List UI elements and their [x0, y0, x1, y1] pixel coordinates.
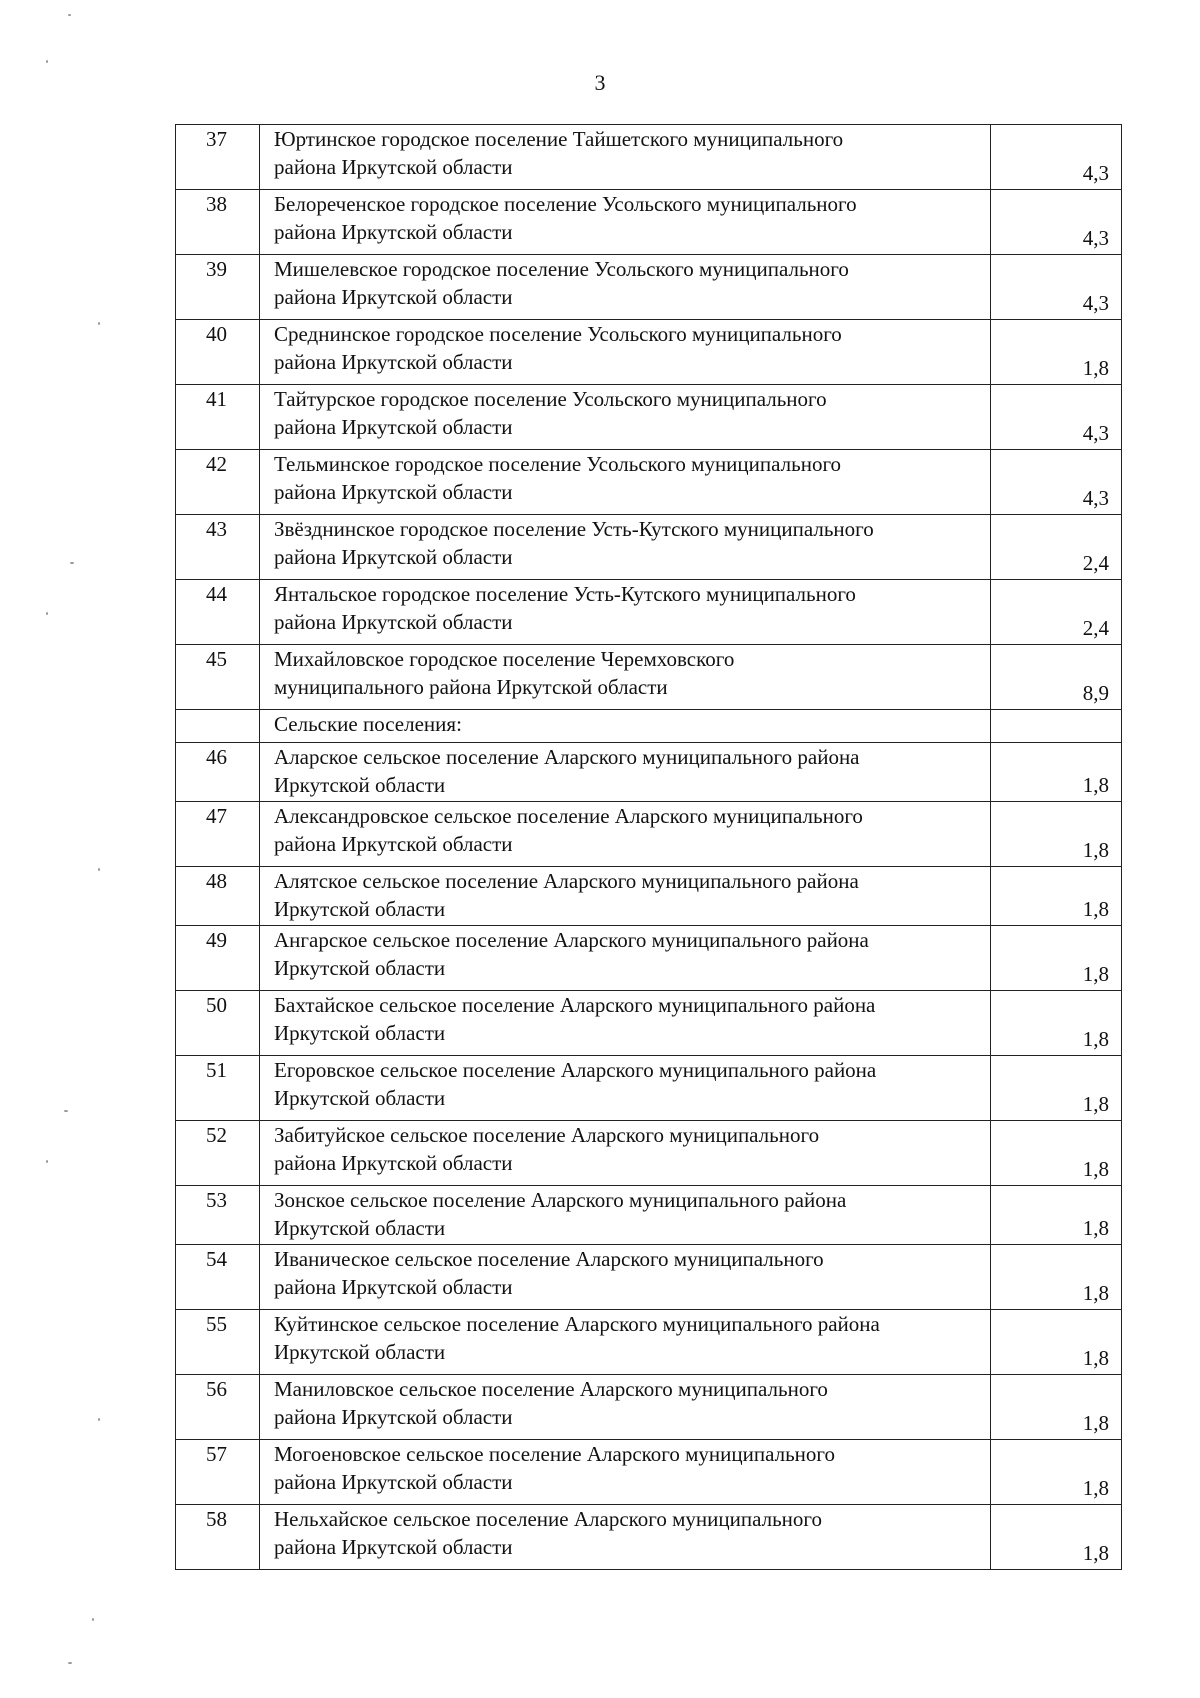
settlement-name-line: Сельские поселения: — [274, 712, 462, 736]
table-row — [176, 515, 1122, 580]
settlement-name-line: Иркутской области — [274, 1216, 446, 1240]
settlement-name-line: Александровское сельское поселение Аларского муниципального — [274, 804, 863, 828]
table-row — [176, 1310, 1122, 1375]
row-number: 38 — [176, 190, 260, 255]
settlement-name-line: Среднинское городское поселение Усольского муниципального — [274, 322, 842, 346]
row-value: 1,8 — [991, 1056, 1122, 1121]
row-number: 40 — [176, 320, 260, 385]
row-number: 37 — [176, 125, 260, 190]
row-value: 1,8 — [991, 1121, 1122, 1186]
row-value: 4,3 — [991, 385, 1122, 450]
row-number: 39 — [176, 255, 260, 320]
row-value: 1,8 — [991, 1375, 1122, 1440]
row-number: 47 — [176, 802, 260, 867]
table-row — [176, 190, 1122, 255]
table-row — [176, 1056, 1122, 1121]
row-number: 46 — [176, 743, 260, 802]
settlement-name-line: Михайловское городское поселение Черемховского — [274, 647, 735, 671]
settlement-name-line: Мишелевское городское поселение Усольского муниципального — [274, 257, 849, 281]
row-value: 1,8 — [991, 1186, 1122, 1245]
table-row — [176, 255, 1122, 320]
scan-speck — [98, 868, 100, 871]
row-number: 48 — [176, 867, 260, 926]
row-number: 55 — [176, 1310, 260, 1375]
row-value: 1,8 — [991, 991, 1122, 1056]
row-value: 4,3 — [991, 125, 1122, 190]
table-row — [176, 743, 1122, 802]
settlement-name-line: района Иркутской области — [274, 1470, 513, 1494]
settlement-name — [260, 645, 991, 710]
settlement-name-line: Иркутской области — [274, 1340, 446, 1364]
settlement-name — [260, 1375, 991, 1440]
settlement-name-line: Звёзднинское городское поселение Усть-Кутского муниципального — [274, 517, 874, 541]
settlements-table — [175, 124, 1122, 1570]
row-number: 41 — [176, 385, 260, 450]
settlement-name — [260, 743, 991, 802]
row-value: 2,4 — [991, 580, 1122, 645]
row-value — [991, 710, 1122, 743]
settlement-name-line: Бахтайское сельское поселение Аларского муниципального района — [274, 993, 876, 1017]
scan-speck — [98, 322, 100, 325]
row-value: 4,3 — [991, 450, 1122, 515]
table-row — [176, 1186, 1122, 1245]
settlement-name — [260, 1440, 991, 1505]
row-number: 43 — [176, 515, 260, 580]
row-number: 51 — [176, 1056, 260, 1121]
settlement-name-line: района Иркутской области — [274, 415, 513, 439]
settlement-name-line: района Иркутской области — [274, 350, 513, 374]
table-row — [176, 450, 1122, 515]
settlement-name — [260, 1186, 991, 1245]
settlement-name-line: района Иркутской области — [274, 1535, 513, 1559]
settlement-name-line: района Иркутской области — [274, 832, 513, 856]
table-row — [176, 1440, 1122, 1505]
settlement-name-line: Алятское сельское поселение Аларского муниципального района — [274, 869, 859, 893]
row-number: 50 — [176, 991, 260, 1056]
page-number: 3 — [594, 70, 606, 95]
scan-speck — [68, 14, 71, 16]
settlement-name-line: Егоровское сельское поселение Аларского муниципального района — [274, 1058, 877, 1082]
settlement-name-line: района Иркутской области — [274, 480, 513, 504]
row-number: 53 — [176, 1186, 260, 1245]
row-number: 56 — [176, 1375, 260, 1440]
row-value: 1,8 — [991, 1505, 1122, 1570]
row-number: 45 — [176, 645, 260, 710]
settlement-name — [260, 802, 991, 867]
table-row — [176, 385, 1122, 450]
row-number: 57 — [176, 1440, 260, 1505]
row-number: 42 — [176, 450, 260, 515]
settlement-name-line: Иркутской области — [274, 1021, 446, 1045]
settlement-name-line: Аларское сельское поселение Аларского муниципального района — [274, 745, 860, 769]
table-row — [176, 926, 1122, 991]
row-value: 1,8 — [991, 320, 1122, 385]
settlement-name-line: Ангарское сельское поселение Аларского муниципального района — [274, 928, 869, 952]
settlement-name-line: Иркутской области — [274, 1086, 446, 1110]
settlement-name-line: Иваническое сельское поселение Аларского муниципального — [274, 1247, 824, 1271]
settlement-name — [260, 515, 991, 580]
settlement-name-line: Юртинское городское поселение Тайшетского муниципального — [274, 127, 844, 151]
settlement-name-line: Зонское сельское поселение Аларского муниципального района — [274, 1188, 847, 1212]
settlement-name — [260, 991, 991, 1056]
table-row — [176, 802, 1122, 867]
settlement-name — [260, 867, 991, 926]
scan-speck — [46, 612, 48, 615]
scan-speck — [70, 562, 74, 564]
table-row — [176, 645, 1122, 710]
settlement-name — [260, 255, 991, 320]
table-row — [176, 1245, 1122, 1310]
table-row — [176, 991, 1122, 1056]
settlement-name-line: Маниловское сельское поселение Аларского муниципального — [274, 1377, 828, 1401]
settlement-name-line: района Иркутской области — [274, 1151, 513, 1175]
settlement-name-line: района Иркутской области — [274, 1275, 513, 1299]
row-number: 44 — [176, 580, 260, 645]
table-row — [176, 710, 1122, 743]
scan-speck — [46, 1160, 48, 1163]
settlement-name-line: района Иркутской области — [274, 220, 513, 244]
settlement-name-line: Тельминское городское поселение Усольского муниципального — [274, 452, 842, 476]
settlement-name — [260, 320, 991, 385]
row-value: 4,3 — [991, 255, 1122, 320]
scan-speck — [98, 1418, 100, 1421]
settlement-name — [260, 385, 991, 450]
settlement-name — [260, 710, 991, 743]
settlement-name — [260, 1505, 991, 1570]
table-row — [176, 580, 1122, 645]
settlement-name-line: района Иркутской области — [274, 545, 513, 569]
settlement-name-line: Могоеновское сельское поселение Аларского муниципального — [274, 1442, 836, 1466]
row-number — [176, 710, 260, 743]
settlement-name-line: Белореченское городское поселение Усольского муниципального — [274, 192, 857, 216]
table-row — [176, 1505, 1122, 1570]
table-body — [176, 125, 1122, 1570]
table-row — [176, 1375, 1122, 1440]
settlement-name-line: Иркутской области — [274, 956, 446, 980]
scan-speck — [92, 1618, 94, 1621]
scan-speck — [46, 60, 48, 63]
settlement-name-line: района Иркутской области — [274, 285, 513, 309]
row-value: 1,8 — [991, 1440, 1122, 1505]
settlement-name — [260, 1245, 991, 1310]
settlement-name-line: района Иркутской области — [274, 1405, 513, 1429]
row-number: 58 — [176, 1505, 260, 1570]
settlement-name-line: Тайтурское городское поселение Усольского муниципального — [274, 387, 827, 411]
row-number: 54 — [176, 1245, 260, 1310]
scan-speck — [64, 1110, 68, 1112]
row-value: 1,8 — [991, 743, 1122, 802]
row-value: 1,8 — [991, 867, 1122, 926]
table-row — [176, 867, 1122, 926]
settlement-name-line: Забитуйское сельское поселение Аларского муниципального — [274, 1123, 820, 1147]
table-row — [176, 125, 1122, 190]
settlement-name — [260, 1310, 991, 1375]
row-value: 1,8 — [991, 1245, 1122, 1310]
settlement-name — [260, 190, 991, 255]
row-number: 52 — [176, 1121, 260, 1186]
row-value: 1,8 — [991, 802, 1122, 867]
table-row — [176, 320, 1122, 385]
table-row — [176, 1121, 1122, 1186]
settlement-name-line: муниципального района Иркутской области — [274, 675, 668, 699]
settlement-name-line: района Иркутской области — [274, 155, 513, 179]
settlement-name-line: района Иркутской области — [274, 610, 513, 634]
row-value: 1,8 — [991, 1310, 1122, 1375]
settlement-name-line: Иркутской области — [274, 897, 446, 921]
settlement-name — [260, 125, 991, 190]
row-value: 1,8 — [991, 926, 1122, 991]
settlement-name-line: Янтальское городское поселение Усть-Кутского муниципального — [274, 582, 856, 606]
settlement-name — [260, 926, 991, 991]
settlement-name — [260, 1056, 991, 1121]
settlement-name-line: Нельхайское сельское поселение Аларского муниципального — [274, 1507, 822, 1531]
settlement-name — [260, 1121, 991, 1186]
row-number: 49 — [176, 926, 260, 991]
row-value: 8,9 — [991, 645, 1122, 710]
settlement-name — [260, 450, 991, 515]
row-value: 4,3 — [991, 190, 1122, 255]
row-value: 2,4 — [991, 515, 1122, 580]
settlement-name — [260, 580, 991, 645]
scan-speck — [68, 1662, 72, 1664]
settlement-name-line: Иркутской области — [274, 773, 446, 797]
settlement-name-line: Куйтинское сельское поселение Аларского муниципального района — [274, 1312, 880, 1336]
